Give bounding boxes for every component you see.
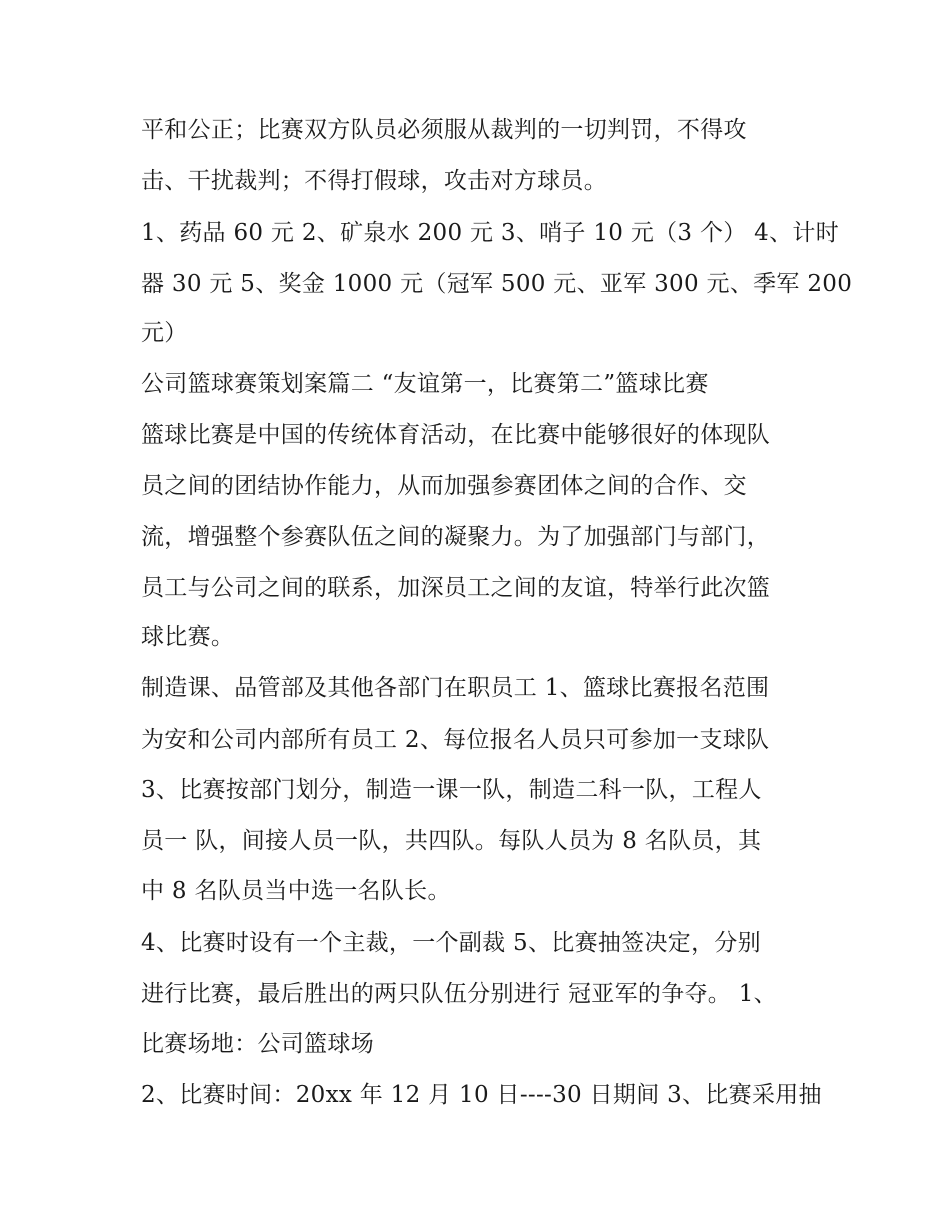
text-line: 比赛场地：公司篮球场 xyxy=(141,1031,374,1057)
text-line: 员一 队，间接人员一队，共四队。每队人员为 8 名队员，其 xyxy=(141,828,762,854)
text-line: 击、干扰裁判；不得打假球，攻击对方球员。 xyxy=(141,168,607,194)
text-line: 员之间的团结协作能力，从而加强参赛团体之间的合作、交 xyxy=(141,473,747,499)
text-line: 为安和公司内部所有员工 2、每位报名人员只可参加一支球队 xyxy=(141,727,770,753)
text-line: 流，增强整个参赛队伍之间的凝聚力。为了加强部门与部门， xyxy=(141,524,771,550)
text-line: 1、药品 60 元 2、矿泉水 200 元 3、哨子 10 元（3 个） 4、计时 xyxy=(141,220,840,246)
text-line: 器 30 元 5、奖金 1000 元（冠军 500 元、亚军 300 元、季军 200 xyxy=(141,271,853,297)
text-line: 球比赛。 xyxy=(141,624,235,650)
text-line: 元） xyxy=(141,320,188,346)
text-line: 2、比赛时间：20xx 年 12 月 10 日----30 日期间 3、比赛采用抽 xyxy=(141,1082,822,1108)
text-line: 4、比赛时设有一个主裁，一个副裁 5、比赛抽签决定，分别 xyxy=(141,930,761,956)
section-heading: 公司篮球赛策划案篇二 “友谊第一，比赛第二”篮球比赛 xyxy=(141,371,709,397)
text-line: 制造课、品管部及其他各部门在职员工 1、篮球比赛报名范围 xyxy=(141,675,770,701)
text-line: 中 8 名队员当中选一名队长。 xyxy=(141,878,451,904)
text-line: 篮球比赛是中国的传统体育活动，在比赛中能够很好的体现队 xyxy=(141,422,771,448)
text-line: 平和公正；比赛双方队员必须服从裁判的一切判罚，不得攻 xyxy=(141,117,747,143)
text-line: 员工与公司之间的联系，加深员工之间的友谊，特举行此次篮 xyxy=(141,575,771,601)
text-line: 进行比赛，最后胜出的两只队伍分别进行 冠亚军的争夺。 1、 xyxy=(141,981,777,1007)
text-line: 3、比赛按部门划分，制造一课一队，制造二科一队，工程人 xyxy=(141,777,762,803)
